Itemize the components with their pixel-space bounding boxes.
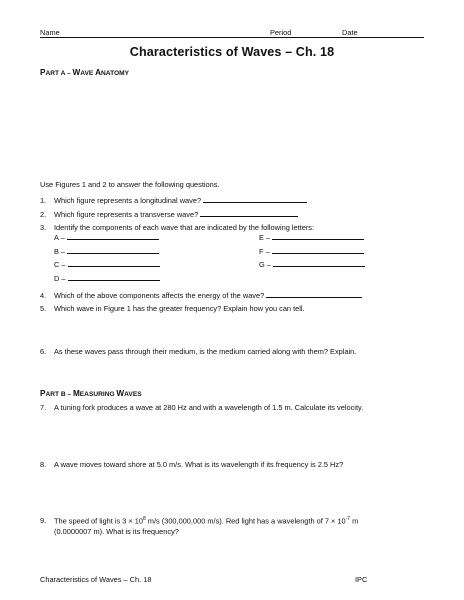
answer-line-d[interactable] [68,273,160,281]
answer-line-1[interactable] [203,195,307,203]
question-4: 4. Which of the above components affects the energy of the wave? [40,290,362,300]
period-label: Period [270,28,292,37]
question-3: 3. Identify the components of each wave that are indicated by the following letters: [40,223,315,232]
question-8: 8. A wave moves toward shore at 5.0 m/s. What is its wavelength if its frequency is 2.5 Hz? [40,460,344,469]
answer-line-4[interactable] [266,290,362,298]
letter-a-row: A – [54,232,159,242]
answer-line-2[interactable] [200,209,298,217]
question-9: 9. The speed of light is $3 \times 10^8$ m/s (300,000,000 m/s). Red light has a wavelength of $7 \times 10^{-7}$ m [40,516,359,526]
question-5: 5. Which wave in Figure 1 has the greater frequency? Explain how you can tell. [40,304,305,313]
answer-line-f[interactable] [272,246,364,254]
part-b-heading: PART B – MEASURING WAVES [40,389,142,398]
instructions: Use Figures 1 and 2 to answer the following questions. [40,180,220,189]
header-rule [40,37,424,38]
question-1: 1. Which figure represents a longitudinal wave? [40,195,307,205]
question-7: 7. A tuning fork produces a wave at 280 Hz and with a wavelength of 1.5 m. Calculate its velocity. [40,403,364,412]
letter-c-row: C – [54,259,160,269]
question-9-line-2: (0.0000007 m). What is its frequency? [54,527,179,536]
answer-line-g[interactable] [273,259,365,267]
answer-line-e[interactable] [272,232,364,240]
answer-line-c[interactable] [68,259,160,267]
part-a-heading: PART A – WAVE ANATOMY [40,68,129,77]
page-title: Characteristics of Waves – Ch. 18 [129,45,335,59]
letter-e-row: E – [259,232,364,242]
letter-f-row: F – [259,246,364,256]
date-label: Date [342,28,358,37]
figure-area [40,82,424,172]
answer-line-b[interactable] [67,246,159,254]
question-6: 6. As these waves pass through their medium, is the medium carried along with them? Explain. [40,347,357,356]
letter-g-row: G – [259,259,365,269]
question-2: 2. Which figure represents a transverse wave? [40,209,298,219]
footer-right: IPC [355,575,368,584]
footer-left: Characteristics of Waves – Ch. 18 [40,575,152,584]
name-label: Name [40,28,60,37]
answer-line-a[interactable] [67,232,159,240]
letter-d-row: D – [54,273,160,283]
letter-b-row: B – [54,246,159,256]
